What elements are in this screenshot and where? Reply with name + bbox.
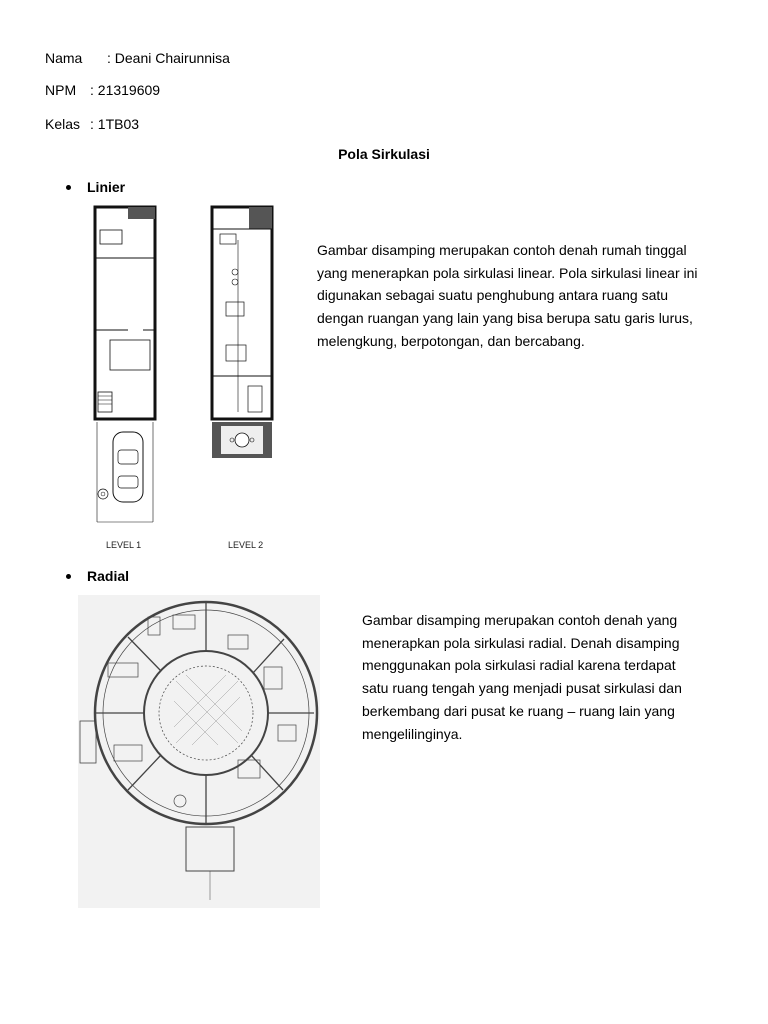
radial-paragraph (362, 609, 682, 745)
bullet-dot-icon (66, 185, 71, 190)
radial-paragraph-line: menggunakan pola sirkulasi radial karena terdapat (362, 657, 676, 674)
radial-paragraph-line: menerapkan pola sirkulasi radial. Denah disamping (362, 634, 680, 651)
level-2-label: LEVEL 2 (228, 540, 264, 550)
radial-paragraph-line: berkembang dari pusat ke ruang – ruang lain yang (362, 702, 675, 719)
level-2-plan (212, 207, 272, 458)
linier-paragraph-line: melengkung, berpotongan, dan bercabang. (317, 332, 585, 349)
page-title: Pola Sirkulasi (338, 146, 430, 162)
kelas-label: Kelas (45, 116, 81, 132)
linier-paragraph-line: yang menerapkan pola sirkulasi linear. Pola sirkulasi linear ini (317, 264, 698, 281)
radial-paragraph-line: satu ruang tengah yang menjadi pusat sirkulasi dan (362, 680, 682, 697)
linier-paragraph-line: Gambar disamping merupakan contoh denah rumah tinggal (317, 242, 687, 258)
radial-paragraph-line: mengelilinginya. (362, 725, 463, 742)
nama-value: : Deani Chairunnisa (107, 50, 230, 66)
linier-paragraph (317, 239, 698, 353)
npm-value: : 21319609 (90, 82, 161, 98)
linier-paragraph-line: digunakan sebagai suatu penghubung antara ruang satu (317, 287, 669, 304)
radial-paragraph-line: Gambar disamping merupakan contoh denah yang (362, 612, 678, 628)
kelas-line (45, 113, 139, 136)
level-1-plan (95, 207, 155, 522)
level-1-label: LEVEL 1 (106, 540, 142, 550)
kelas-value: : 1TB03 (90, 116, 140, 132)
linier-paragraph-line: dengan ruangan yang lain yang bisa berupa satu garis lurus, (317, 310, 693, 327)
nama-label: Nama (45, 50, 83, 66)
radial-heading (66, 568, 129, 584)
npm-label: NPM (45, 82, 77, 98)
radial-floor-plan-figure (78, 595, 320, 908)
nama-line (45, 47, 230, 70)
linier-heading-text: Linier (87, 179, 126, 195)
linear-floor-plan-figure (88, 200, 288, 560)
bullet-dot-icon (66, 574, 71, 579)
radial-heading-text: Radial (87, 568, 130, 584)
linier-heading (66, 179, 125, 195)
npm-line (45, 79, 160, 102)
